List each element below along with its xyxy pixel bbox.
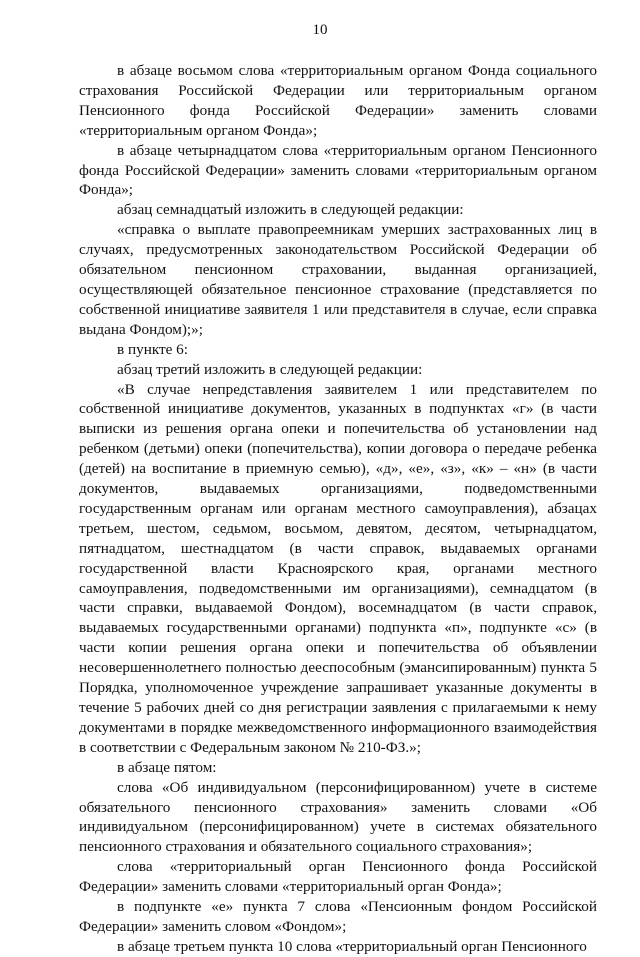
paragraph: в пункте 6: [117, 340, 188, 358]
document-body [79, 61, 597, 957]
paragraph: «справка о выплате правопреемникам умерших застрахованных лиц в случаях, предусмотренных законодательством Российской Федерации об обязательном пенсионном страховании, выданная организацией, осуществляющей обязательное пенсионное страхование (представляется по собственной инициативе заявителя 1 или представителя в случае, если справка выдана Фондом);»; [79, 221, 597, 338]
paragraph: «В случае непредставления заявителем 1 или представителем по собственной инициативе документов, указанных в подпунктах «г» (в части выписки из решения органа опеки и попечительства об установлении над ребенком (детьми) опеки (попечительства), копии договора о передаче ребенка (детей) на воспитание в приемную семью), «д», «е», «з», «к» – «н» (в части документов, выдаваемых организациями, подведомственными государственным органам или органам местного самоуправления), абзацах третьем, шестом, седьмом, восьмом, девятом, десятом, четырнадцатом, пятнадцатом, шестнадцатом (в части справок, выдаваемых органами государственной власти Красноярского края, органами местного самоуправления, подведомственными им организациями), семнадцатом (в части справки, выдаваемой Фондом), восемнадцатом (в части справок, выдаваемых государственными органами) подпункта «п», подпункте «с» (в части копии решения органа опеки и попечительства об объявлении несовершеннолетнего полностью дееспособным (эмансипированным) пункта 5 Порядка, уполномоченное учреждение запрашивает указанные документы в течение 5 рабочих дней со дня регистрации заявления с прилагаемыми к нему документами в порядке межведомственного информационного взаимодействия в соответствии с Федеральным законом № 210-ФЗ.»; [79, 380, 597, 756]
paragraph: в абзаце четырнадцатом слова «территориальным органом Пенсионного фонда Российской Федерации» заменить словами «территориальным органом Фонда»; [79, 141, 597, 199]
paragraph: в абзаце третьем пункта 10 слова «территориальный орган Пенсионного [117, 937, 587, 955]
paragraph: слова «Об индивидуальном (персонифицированном) учете в системе обязательного пенсионного страхования» заменить словами «Об индивидуальном (персонифицированном) учете в системах обязательного пенсионного страхования и обязательного социального страхования»; [79, 778, 597, 856]
paragraph: абзац семнадцатый изложить в следующей редакции: [117, 201, 464, 219]
paragraph: слова «территориальный орган Пенсионного фонда Российской Федерации» заменить словами «территориальный орган Фонда»; [79, 858, 597, 896]
paragraph: абзац третий изложить в следующей редакции: [117, 360, 423, 378]
paragraph: в абзаце пятом: [117, 758, 217, 776]
paragraph: в абзаце восьмом слова «территориальным органом Фонда социального страхования Российской Федерации или территориальным органом Пенсионного фонда Российской Федерации» заменить словами «территориальным органом Фонда»; [79, 62, 597, 139]
page-number: 10 [312, 22, 328, 38]
paragraph: в подпункте «е» пункта 7 слова «Пенсионным фондом Российской Федерации» заменить словом «Фондом»; [79, 898, 597, 935]
